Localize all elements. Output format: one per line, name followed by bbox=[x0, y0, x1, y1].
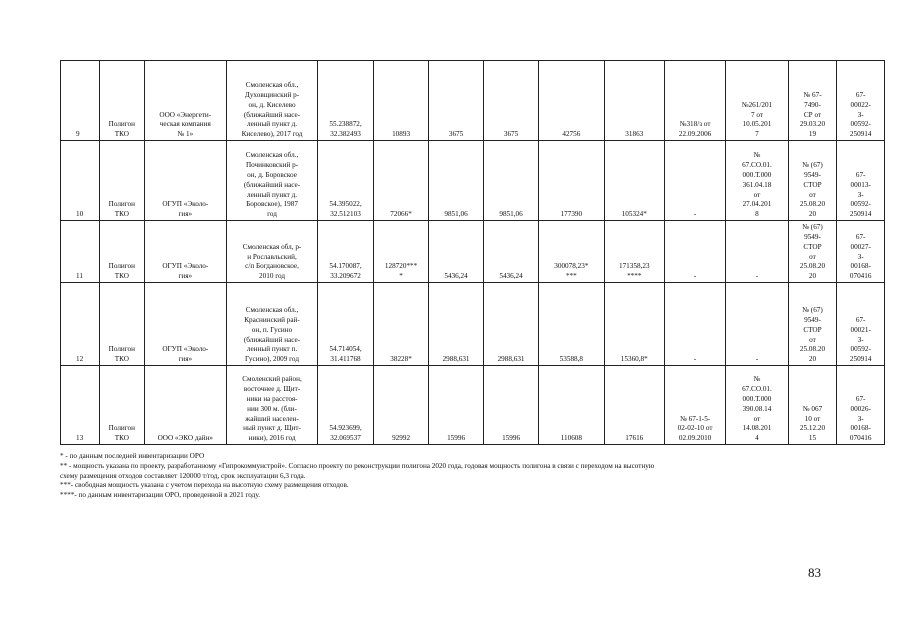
cell-capacity-annual: 9851,06 bbox=[429, 141, 484, 221]
cell-registry-number: 67- 00022- З- 00592- 250914 bbox=[837, 61, 885, 141]
cell-registry-number: 67- 00026- З- 00168- 070416 bbox=[837, 366, 885, 445]
cell-volume-total: 110608 bbox=[539, 366, 605, 445]
cell-license: №318/з от 22.09.2006 bbox=[664, 61, 725, 141]
cell-volume-total: 300078,23* *** bbox=[539, 221, 605, 283]
cell-registry-number: 67- 00013- З- 00592- 250914 bbox=[837, 141, 885, 221]
cell-permit: № 067 10 от 25.12.20 15 bbox=[788, 366, 837, 445]
cell-location: Смоленская обл, р- н Рославльский, с/п Богдановское, 2010 год bbox=[227, 221, 318, 283]
cell-object-type: Полигон ТКО bbox=[100, 61, 144, 141]
cell-operator: ООО «ЭКО дайн» bbox=[144, 366, 227, 445]
cell-permit: № (67) 9549- СТОР от 25.08.20 20 bbox=[788, 141, 837, 221]
footnote: ***- свободная мощность указана с учетом перехода на высотную схему размещения отходов. bbox=[60, 481, 349, 490]
cell-row-number: 9 bbox=[61, 61, 100, 141]
cell-capacity-actual: 2988,631 bbox=[484, 283, 539, 366]
cell-capacity-design: 72066* bbox=[374, 141, 429, 221]
cell-permit: № (67) 9549- СТОР от 25.08.20 20 bbox=[788, 221, 837, 283]
cell-capacity-design: 128720*** * bbox=[374, 221, 429, 283]
cell-capacity-annual: 2988,631 bbox=[429, 283, 484, 366]
cell-permit: № (67) 9549- СТОР от 25.08.20 20 bbox=[788, 283, 837, 366]
cell-volume-total: 53588,8 bbox=[539, 283, 605, 366]
landfill-registry-table bbox=[60, 60, 885, 445]
cell-location: Смоленская обл., Краснинский рай- он, п. Гусино (ближайший насе- ленный пункт п. Гусино), 2009 год bbox=[227, 283, 318, 366]
cell-volume-total: 177390 bbox=[539, 141, 605, 221]
footnotes bbox=[60, 452, 900, 501]
cell-object-type: Полигон ТКО bbox=[100, 141, 144, 221]
table-row bbox=[61, 366, 885, 445]
cell-license: - bbox=[664, 221, 725, 283]
cell-location: Смоленская обл., Духовщинский р- он, д. Киселево (ближайший насе- ленный пункт д. Киселево), 2017 год bbox=[227, 61, 318, 141]
cell-volume-free: 15360,8* bbox=[604, 283, 664, 366]
cell-permit: № 67- 7490- СР от 29.03.20 19 bbox=[788, 61, 837, 141]
cell-operator: ОГУП «Эколо- гия» bbox=[144, 141, 227, 221]
cell-volume-free: 105324* bbox=[604, 141, 664, 221]
cell-license-number: № 67.СО.01. 000.Т.000 361.04.18 от 27.04.201 8 bbox=[726, 141, 788, 221]
footnote: схему размещения отходов составляет 120000 т/год, срок эксплуатации 6,3 года. bbox=[60, 471, 306, 480]
table-row bbox=[61, 221, 885, 283]
footnote: ****- по данным инвентаризации ОРО, проведенной в 2021 году. bbox=[60, 491, 260, 500]
cell-capacity-actual: 3675 bbox=[484, 61, 539, 141]
cell-capacity-design: 92992 bbox=[374, 366, 429, 445]
cell-registry-number: 67- 00027- З- 00168- 070416 bbox=[837, 221, 885, 283]
cell-row-number: 10 bbox=[61, 141, 100, 221]
cell-license: - bbox=[664, 283, 725, 366]
cell-capacity-design: 38228* bbox=[374, 283, 429, 366]
footnote: ** - мощность указана по проекту, разработанному «Гипрокоммунстрой». Согласно проекту по реконструкции полигона 2020 года, годовая мощность полигона в связи с переходом на высотную bbox=[60, 461, 655, 470]
cell-capacity-actual: 5436,24 bbox=[484, 221, 539, 283]
table-row bbox=[61, 283, 885, 366]
cell-license-number: № 67.СО.01. 000.Т.000 390.08.14 от 14.08.201 4 bbox=[726, 366, 788, 445]
cell-coordinates: 54.395022, 32.512103 bbox=[318, 141, 374, 221]
cell-location: Смоленская обл., Починковский р- он, д. Боровское (ближайший насе- ленный пункт д. Боровское), 1987 год bbox=[227, 141, 318, 221]
cell-coordinates: 54.170087, 33.209672 bbox=[318, 221, 374, 283]
cell-capacity-design: 10893 bbox=[374, 61, 429, 141]
cell-operator: ОГУП «Эколо- гия» bbox=[144, 283, 227, 366]
cell-volume-free: 17616 bbox=[604, 366, 664, 445]
cell-registry-number: 67- 00021- З- 00592- 250914 bbox=[837, 283, 885, 366]
cell-volume-free: 171358,23 **** bbox=[604, 221, 664, 283]
cell-row-number: 13 bbox=[61, 366, 100, 445]
cell-coordinates: 55.238872, 32.382493 bbox=[318, 61, 374, 141]
cell-object-type: Полигон ТКО bbox=[100, 283, 144, 366]
cell-coordinates: 54.714054, 31.411768 bbox=[318, 283, 374, 366]
cell-operator: ООО «Энергети- ческая компания № 1» bbox=[144, 61, 227, 141]
cell-capacity-annual: 3675 bbox=[429, 61, 484, 141]
table-row bbox=[61, 141, 885, 221]
cell-row-number: 11 bbox=[61, 221, 100, 283]
cell-row-number: 12 bbox=[61, 283, 100, 366]
page-number: 83 bbox=[808, 565, 821, 580]
cell-license-number: - bbox=[726, 283, 788, 366]
cell-volume-total: 42756 bbox=[539, 61, 605, 141]
table-row bbox=[61, 61, 885, 141]
cell-coordinates: 54.923699, 32.069537 bbox=[318, 366, 374, 445]
footnote: * - по данным последней инвентаризации ОРО bbox=[60, 452, 205, 460]
cell-license: - bbox=[664, 141, 725, 221]
cell-capacity-annual: 15996 bbox=[429, 366, 484, 445]
cell-license: № 67-1-5- 02-02-10 от 02.09.2010 bbox=[664, 366, 725, 445]
cell-capacity-annual: 5436,24 bbox=[429, 221, 484, 283]
cell-capacity-actual: 9851,06 bbox=[484, 141, 539, 221]
cell-license-number: - bbox=[726, 221, 788, 283]
cell-location: Смоленский район, восточнее д. Щит- ники на расстоя- нии 300 м. (бли- жайший населен- ный пункт д. Щит- ники), 2016 год bbox=[227, 366, 318, 445]
cell-object-type: Полигон ТКО bbox=[100, 366, 144, 445]
cell-operator: ОГУП «Эколо- гия» bbox=[144, 221, 227, 283]
cell-license-number: №261/201 7 от 10.05.201 7 bbox=[726, 61, 788, 141]
cell-volume-free: 31863 bbox=[604, 61, 664, 141]
cell-object-type: Полигон ТКО bbox=[100, 221, 144, 283]
cell-capacity-actual: 15996 bbox=[484, 366, 539, 445]
